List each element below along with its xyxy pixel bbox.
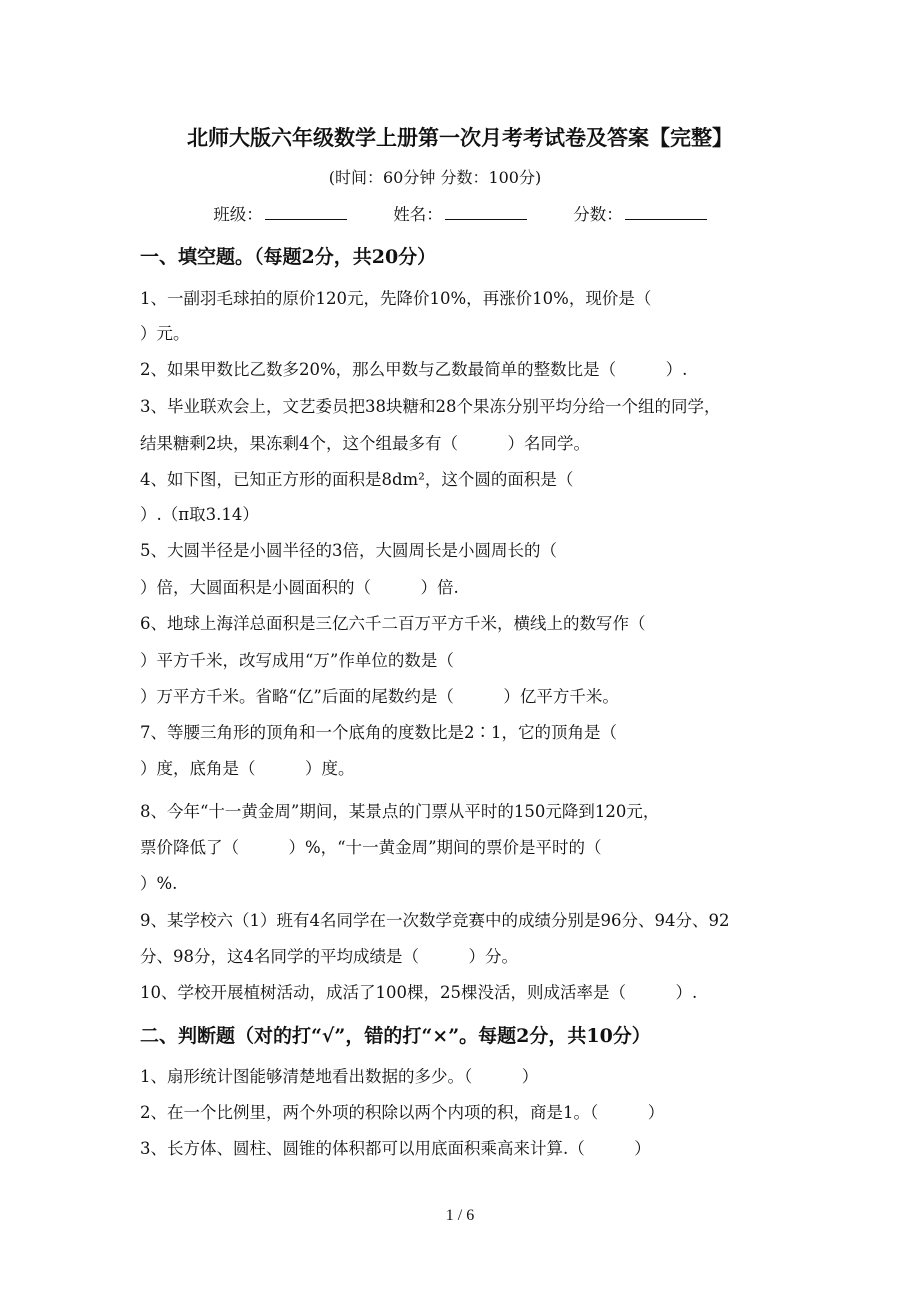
question-line: 3、长方体、圆柱、圆锥的体积都可以用底面积乘高来计算.（ ） bbox=[140, 1139, 651, 1158]
question-line: 1、一副羽毛球拍的原价120元，先降价10%，再涨价10%，现价是（ bbox=[140, 289, 652, 308]
score-label: 分数： bbox=[573, 205, 623, 224]
question-line: 7、等腰三角形的顶角和一个底角的度数比是2∶1，它的顶角是（ bbox=[140, 723, 617, 742]
question-line: 结果糖剩2块，果冻剩4个，这个组最多有（ ）名同学。 bbox=[140, 434, 590, 453]
page-number: 1 / 6 bbox=[445, 1207, 475, 1224]
question-line: ）平方千米，改写成用“万”作单位的数是（ bbox=[140, 651, 454, 670]
section2-heading: 二、判断题（对的打“√”，错的打“×”。每题2分，共10分） bbox=[140, 1025, 651, 1047]
section1-heading: 一、填空题。（每题2分，共20分） bbox=[140, 246, 437, 268]
question-line: 2、在一个比例里，两个外项的积除以两个内项的积，商是1。（ ） bbox=[140, 1103, 665, 1122]
class-label: 班级： bbox=[213, 205, 263, 224]
question-line: ）倍，大圆面积是小圆面积的（ ）倍. bbox=[140, 578, 459, 597]
question-line: 1、扇形统计图能够清楚地看出数据的多少。（ ） bbox=[140, 1067, 539, 1086]
question-line: ）.（π取3.14） bbox=[140, 505, 259, 524]
question-line: ）%. bbox=[140, 874, 178, 893]
name-blank bbox=[445, 205, 527, 220]
question-line: 8、今年“十一黄金周”期间，某景点的门票从平时的150元降到120元， bbox=[140, 802, 660, 821]
question-line: 9、某学校六（1）班有4名同学在一次数学竞赛中的成绩分别是96分、94分、92 bbox=[140, 911, 730, 930]
question-line: 2、如果甲数比乙数多20%，那么甲数与乙数最简单的整数比是（ ）. bbox=[140, 360, 688, 379]
class-blank bbox=[265, 205, 347, 220]
question-line: 3、毕业联欢会上，文艺委员把38块糖和28个果冻分别平均分给一个组的同学， bbox=[140, 397, 721, 416]
question-line: 5、大圆半径是小圆半径的3倍，大圆周长是小圆周长的（ bbox=[140, 541, 557, 560]
question-line: ）度，底角是（ ）度。 bbox=[140, 759, 355, 778]
question-line: 票价降低了（ ）%，“十一黄金周”期间的票价是平时的（ bbox=[140, 838, 602, 857]
name-label: 姓名： bbox=[393, 205, 443, 224]
question-line: ）万平方千米。省略“亿”后面的尾数约是（ ）亿平方千米。 bbox=[140, 687, 619, 706]
question-line: 4、如下图，已知正方形的面积是8dm²，这个圆的面积是（ bbox=[140, 470, 574, 489]
exam-title: 北师大版六年级数学上册第一次月考考试卷及答案【完整】 bbox=[187, 125, 733, 150]
student-info-row bbox=[0, 203, 920, 227]
question-line: 6、地球上海洋总面积是三亿六千二百万平方千米，横线上的数写作（ bbox=[140, 614, 646, 633]
question-line: 10、学校开展植树活动，成活了100棵，25棵没活，则成活率是（ ）. bbox=[140, 983, 698, 1002]
question-line: 分、98分，这4名同学的平均成绩是（ ）分。 bbox=[140, 947, 518, 966]
question-line: ）元。 bbox=[140, 324, 190, 343]
score-blank bbox=[625, 205, 707, 220]
exam-subtitle: (时间：60分钟 分数：100分) bbox=[328, 168, 542, 187]
